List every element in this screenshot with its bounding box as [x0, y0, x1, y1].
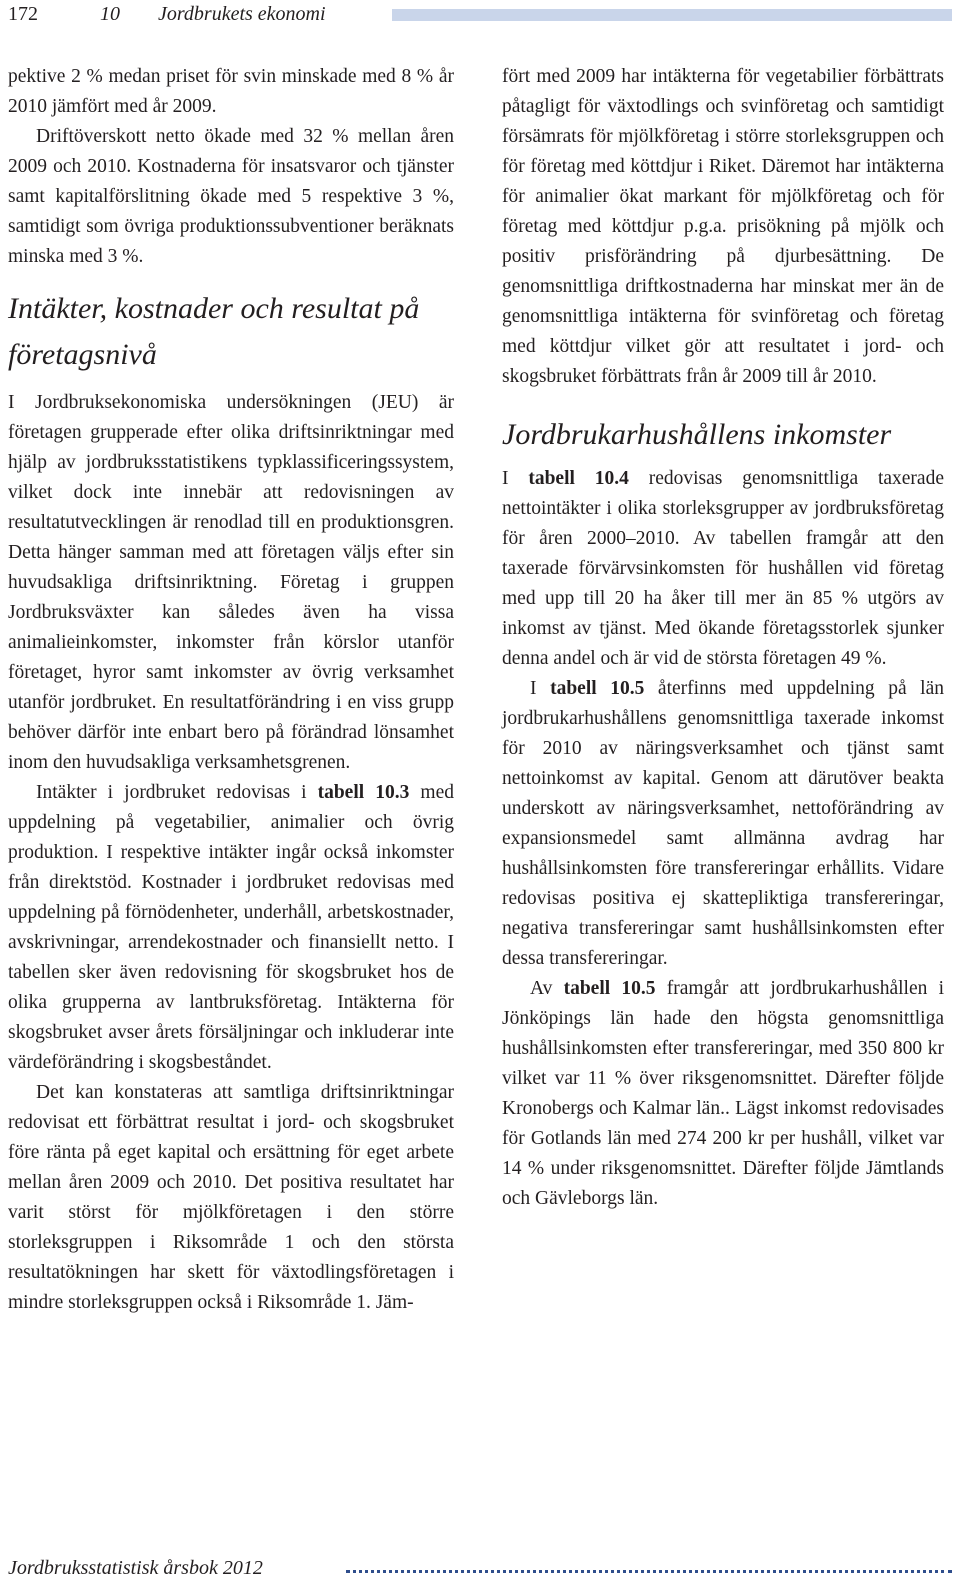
paragraph: [502, 674, 944, 974]
table-reference: tabell 10.4: [528, 468, 629, 489]
right-column: [502, 62, 944, 1214]
chapter-title: Jordbrukets ekonomi: [158, 3, 326, 25]
page-footer: [0, 1552, 960, 1590]
page-header: [0, 0, 960, 30]
table-reference: tabell 10.3: [317, 782, 410, 803]
table-reference: tabell 10.5: [563, 978, 656, 999]
paragraph-text: återfinns med uppdelning på län jordbrukarhushållens genomsnittliga taxerade inkomst för 2010 av näringsverksamhet och tjänst samt nettoinkomst av kapital. Genom att därutöver beakta underskott av näringsverksamhet, nettoförändring av expansionsmedel samt allmänna avdrag har hushållsinkomsten före transfereringar erhållits. Vidare redovisas positiva ej skattepliktiga transfereringar, negativa transfereringar samt hushållsinkomsten efter dessa transfereringar.: [502, 678, 944, 969]
paragraph: [502, 464, 944, 674]
header-bar: [392, 9, 952, 21]
paragraph-text: med uppdelning på vegetabilier, animalier och övrig produktion. I respektive intäkter ingår också inkomster från direktstöd. Kostnader i jordbruket redovisas med uppdelning på förnödenheter, underhåll, arbetskostnader, avskrivningar, arrendekostnader och finansiellt netto. I tabellen sker även redovisning för skogsbruket hos de olika grupperna av lantbruksföretag. Intäkterna för skogsbruket avser årets försäljningar och inkluderar inte värdeförändring i skogsbeståndet.: [8, 782, 454, 1073]
paragraph: pektive 2 % medan priset för svin minskade med 8 % år 2010 jämfört med år 2009.: [8, 66, 454, 117]
section-heading: Jordbrukarhushållens inkomster: [502, 418, 892, 451]
paragraph-text: Intäkter i jordbruket redovisas i: [36, 782, 318, 803]
paragraph-text: redovisas genomsnittliga taxerade nettointäkter i olika storleksgrupper av jordbruksföretag för åren 2000–2010. Av tabellen framgår att den taxerade förvärvsinkomsten för hushållen vid företag med upp till 20 ha åker till mer än 85 % utgörs av inkomst av tjänst. Med ökande företagsstorlek sjunker denna andel och är vid de största företagen 49 %.: [502, 468, 944, 669]
paragraph-text: I: [502, 468, 529, 489]
page-number: 172: [8, 3, 38, 25]
paragraph: Driftöverskott netto ökade med 32 % mellan åren 2009 och 2010. Kostnaderna för insatsvaror och tjänster samt kapitalförslitning ökade med 5 respektive 3 %, samtidigt som övriga produktionssubventioner beräknats minska med 3 %.: [8, 126, 454, 267]
paragraph: [502, 974, 944, 1214]
paragraph: I Jordbruksekonomiska undersökningen (JEU) är företagen grupperade efter olika driftsinriktningar med hjälp av jordbruksstatistikens typklassificeringssystem, vilket dock inte innebär att redovisningen av resultatutvecklingen är renodlad till en produktionsgren. Detta hänger samman med att företagen väljs efter sin huvudsakliga driftsinriktning. Företag i gruppen Jordbruksväxter kan således även ha vissa animalieinkomster, inkomster från körslor utanför företaget, hyror samt inkomster av övrig verksamhet utanför jordbruket. En resultatförändring i en viss grupp behöver därför inte enbart bero på förändrad lönsamhet inom den huvudsakliga verksamhetsgrenen.: [8, 392, 454, 773]
paragraph: Det kan konstateras att samtliga driftsinriktningar redovisat ett förbättrat resultat i jord- och skogsbruket före ränta på eget kapital och ersättning för eget arbete mellan åren 2009 och 2010. Det positiva resultatet har varit störst för mjölkföretagen i den större storleksgruppen i Riksområde 1 och den största resultatökningen har skett för växtodlingsföretagen i mindre storleksgruppen också i Riksområde 1. Jäm-: [8, 1082, 454, 1313]
publication-title: Jordbruksstatistisk årsbok 2012: [8, 1557, 263, 1579]
left-column: [8, 62, 454, 1318]
table-reference: tabell 10.5: [550, 678, 645, 699]
chapter-number: 10: [100, 3, 120, 25]
paragraph-text: framgår att jordbrukarhushållen i Jönköpings län hade den högsta genomsnittliga hushållsinkomsten efter transfereringar, med 350 800 kr vilket var 11 % över riksgenomsnittet. Därefter följde Kronobergs och Kalmar län.. Lägst inkomst redovisades för Gotlands län med 274 200 kr per hushåll, vilket var 14 % under riksgenomsnittet. Därefter följde Jämtlands och Gävleborgs län.: [502, 978, 944, 1209]
paragraph-text: Av: [530, 978, 564, 999]
paragraph-text: I: [530, 678, 551, 699]
paragraph: fört med 2009 har intäkterna för vegetabilier förbättrats påtagligt för växtodlings och svinföretag och samtidigt försämrats för mjölkföretag i större storleksgruppen och för företag med köttdjur i Riket. Däremot har intäkterna för animalier ökat markant för mjölkföretag och för företag med köttdjur p.g.a. prisökning på mjölk och positiv prisförändring på djurbesättning. De genomsnittliga driftkostnaderna har minskat mer än de genomsnittliga intäkterna för svinföretag och företag med köttdjur vilket gör att resultatet i jord- och skogsbruket förbättrats från år 2009 till år 2010.: [502, 66, 944, 387]
footer-dotted-rule: [346, 1570, 952, 1573]
paragraph: [8, 778, 454, 1078]
section-heading: Intäkter, kostnader och resultat på företagsnivå: [8, 292, 420, 371]
